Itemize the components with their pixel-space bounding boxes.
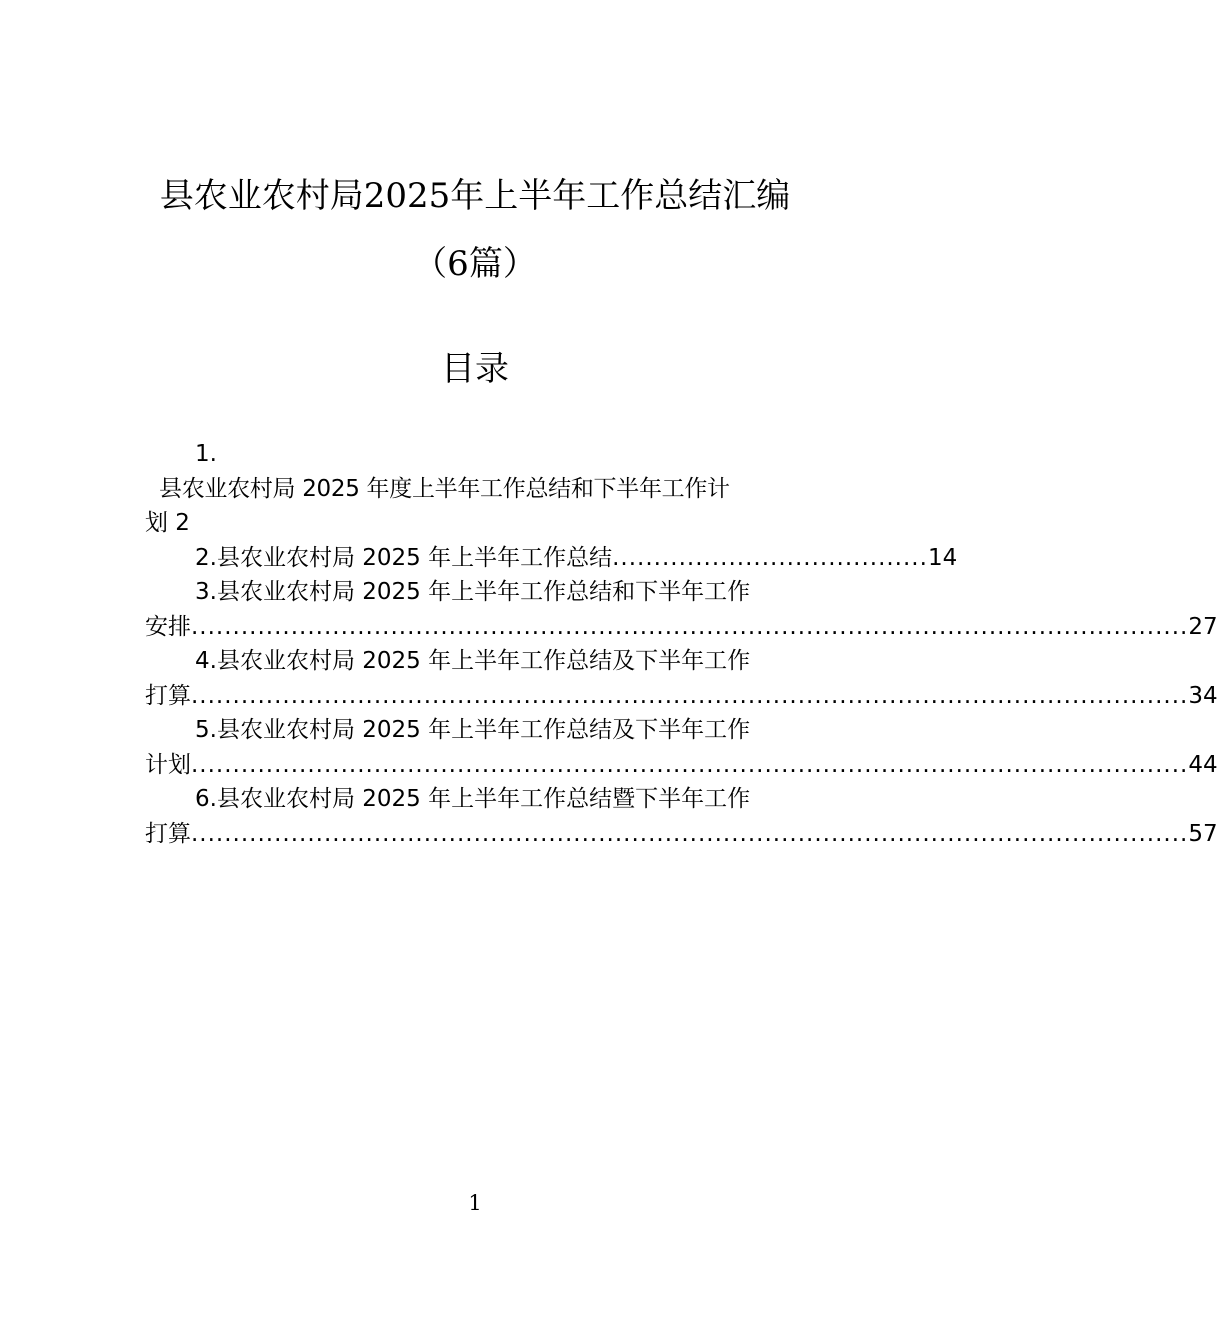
toc-entry-5-text: 5.县农业农村局 2025 年上半年工作总结及下半年工作: [195, 717, 751, 743]
title-part2: 年上半年工作总结汇编: [450, 176, 791, 216]
subtitle-count: 6: [447, 244, 469, 284]
toc-entry-6-leader: ........................................................................................................................: [191, 820, 1189, 847]
toc-entry-1-continuation: 划 2: [145, 510, 190, 536]
toc-entry-6-page-line[interactable]: [145, 817, 1218, 852]
toc-entry-3-page: 27: [1188, 613, 1218, 640]
title-year: 2025: [363, 176, 451, 216]
toc-entry-1-title-line[interactable]: [145, 472, 805, 507]
toc-entry-2-leader: ......................................: [612, 544, 928, 571]
toc-entry-6-page: 57: [1188, 820, 1218, 847]
toc-entry-5-leader: ........................................................................................................................: [191, 751, 1189, 778]
toc-entry-4-title-line[interactable]: [145, 644, 805, 679]
toc-entry-5-title-line[interactable]: [145, 713, 805, 748]
toc-entry-3-leader: ........................................................................................................................: [191, 613, 1189, 640]
toc-heading: 目录: [441, 349, 509, 389]
page-number: 1: [468, 1191, 482, 1215]
toc-entry-1-number: 1.: [195, 441, 217, 467]
toc-entry-3-page-line[interactable]: [145, 610, 1218, 645]
subtitle-close-paren: ）: [502, 244, 537, 284]
subtitle-open-paren: （: [413, 244, 448, 284]
toc-entry-4-text: 4.县农业农村局 2025 年上半年工作总结及下半年工作: [195, 648, 751, 674]
toc-entry-1-continuation-line[interactable]: [145, 506, 805, 541]
document-title: [0, 176, 950, 216]
toc-entry-6-continuation: 打算: [145, 820, 191, 847]
toc-entry-4-leader: ........................................................................................................................: [191, 682, 1189, 709]
toc-entry-1-number-line[interactable]: [145, 437, 805, 472]
toc-entry-5-page-line[interactable]: [145, 748, 1218, 783]
toc-entry-2[interactable]: [145, 541, 958, 576]
toc-entry-3-continuation: 安排: [145, 613, 191, 640]
title-part1: 县农业农村局: [159, 176, 364, 216]
toc-entry-2-page: 14: [927, 544, 958, 571]
document-subtitle: [0, 244, 950, 284]
toc-entry-5-continuation: 计划: [145, 751, 191, 778]
toc-entry-1-text: 县农业农村局 2025 年度上半年工作总结和下半年工作计: [159, 475, 730, 502]
toc-entry-5-page: 44: [1188, 751, 1218, 778]
toc-entry-6-text: 6.县农业农村局 2025 年上半年工作总结暨下半年工作: [195, 786, 751, 812]
toc-entry-4-page: 34: [1188, 682, 1218, 709]
toc-entry-2-text: 2.县农业农村局 2025 年上半年工作总结: [195, 544, 613, 571]
toc-entry-6-title-line[interactable]: [145, 782, 805, 817]
toc-entry-3-title-line[interactable]: [145, 575, 805, 610]
toc-entry-4-page-line[interactable]: [145, 679, 1218, 714]
subtitle-word: 篇: [468, 244, 503, 284]
toc-entry-3-text: 3.县农业农村局 2025 年上半年工作总结和下半年工作: [195, 579, 751, 605]
toc-entry-4-continuation: 打算: [145, 682, 191, 709]
table-of-contents: [145, 437, 1218, 851]
